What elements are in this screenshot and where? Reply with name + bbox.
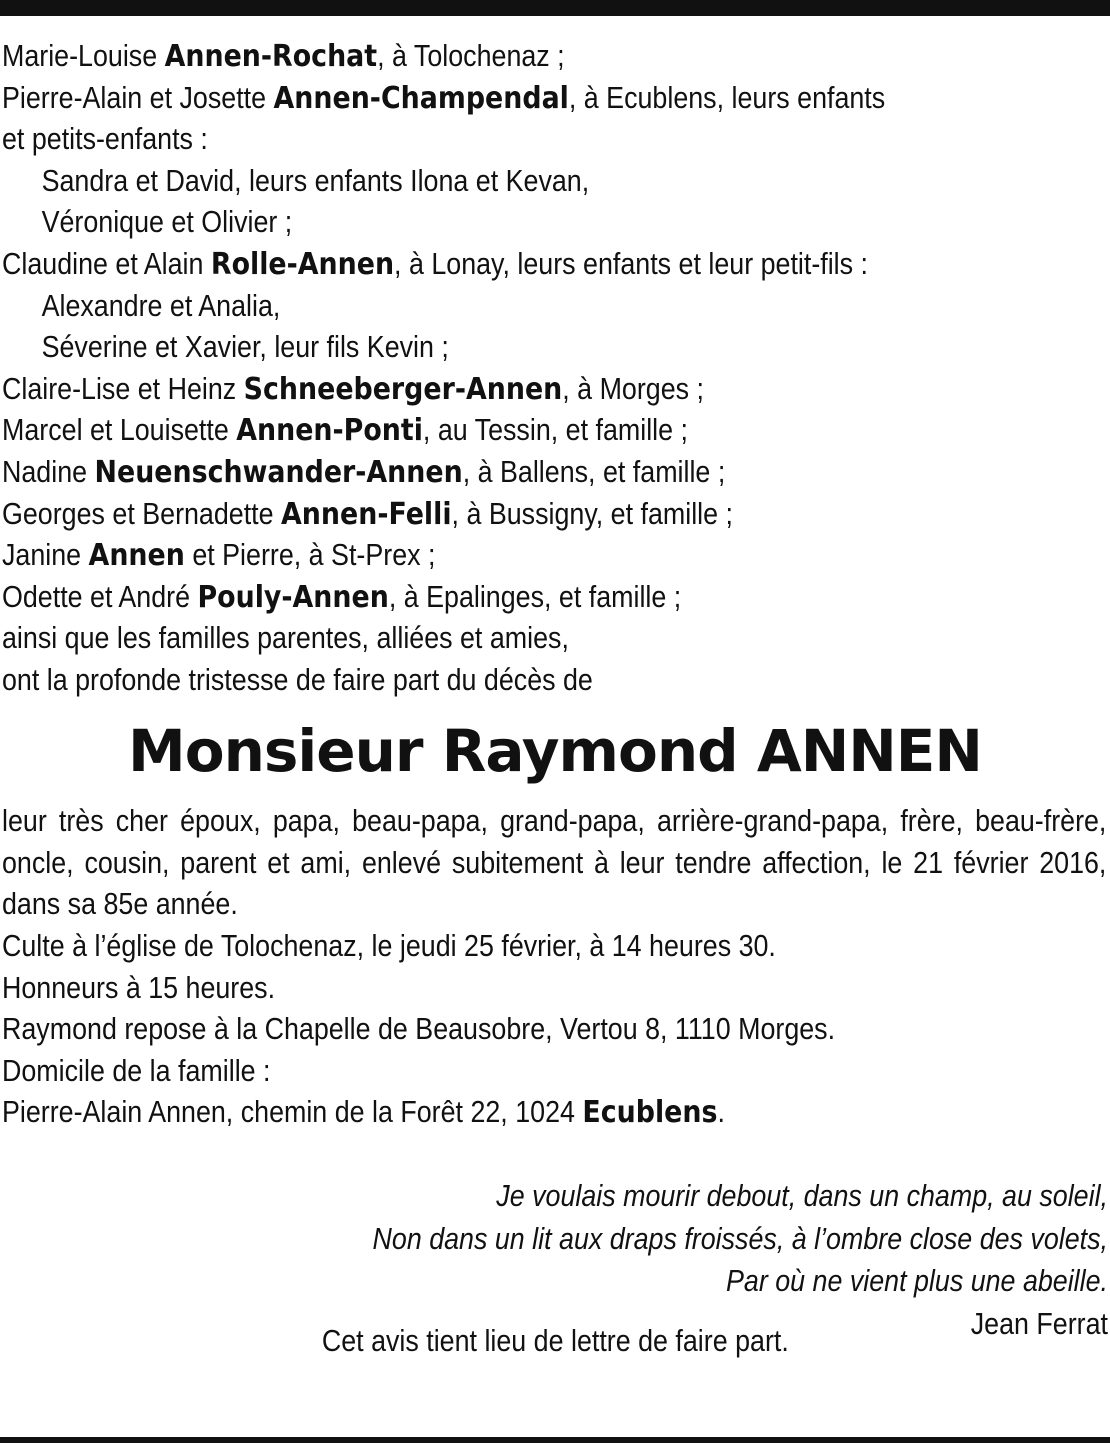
deceased-description: leur très cher époux, papa, beau-papa, grand-papa, arrière-grand-papa, frère, beau-frère, oncle, cousin, parent et ami, enlevé subitement à leur tendre affection, le 21 février 2016, dans sa 85e année. xyxy=(2,804,1107,922)
footer-notice xyxy=(0,1320,1110,1362)
family-line xyxy=(2,286,975,328)
family-line-text: Pierre-Alain et Josette xyxy=(2,80,274,115)
family-line-text: Marie-Louise xyxy=(2,39,165,73)
family-line-text: , à Ecublens, leurs enfants xyxy=(568,80,886,115)
footer-notice-text: Cet avis tient lieu de lettre de faire part. xyxy=(321,1324,789,1358)
family-line xyxy=(2,618,975,660)
family-surname: Annen xyxy=(88,538,185,574)
family-line xyxy=(2,244,975,286)
family-line-text: Odette et André xyxy=(2,579,198,614)
family-line xyxy=(2,494,975,536)
family-surname: Annen-Champendal xyxy=(273,80,569,116)
poem-verse: Je voulais mourir debout, dans un champ, au soleil, xyxy=(496,1179,1108,1213)
family-line-text: Sandra et David, leurs enfants Ilona et Kevan, xyxy=(41,163,590,198)
family-line-text: ont la profonde tristesse de faire part du décès de xyxy=(2,662,593,697)
family-line-text: , à Morges ; xyxy=(562,371,704,406)
resting-place-line: Raymond repose à la Chapelle de Beausobre, Vertou 8, 1110 Morges. xyxy=(2,1012,836,1047)
ceremony-line: Culte à l’église de Tolochenaz, le jeudi 25 février, à 14 heures 30. xyxy=(2,929,776,963)
family-line-text: Claudine et Alain xyxy=(2,246,211,281)
domicile-label: Domicile de la famille : xyxy=(2,1053,271,1088)
family-line xyxy=(2,161,975,203)
family-line-text: Georges et Bernadette xyxy=(2,496,282,531)
family-line-text: , à Epalinges, et famille ; xyxy=(388,579,682,614)
family-line xyxy=(2,452,975,494)
poem-author: Jean Ferrat xyxy=(970,1306,1108,1341)
family-line-text: Janine xyxy=(2,538,89,573)
family-line xyxy=(2,577,975,619)
bottom-border-rule xyxy=(0,1437,1110,1443)
family-address xyxy=(2,1092,1106,1134)
family-line-text: et Pierre, à St-Prex ; xyxy=(184,538,436,573)
family-line-text: et petits-enfants : xyxy=(2,122,208,157)
family-line xyxy=(2,327,975,369)
address-text: Pierre-Alain Annen, chemin de la Forêt 22, 1024 xyxy=(2,1095,583,1130)
family-line xyxy=(2,369,975,411)
family-list xyxy=(2,36,975,702)
poem-verse: Par où ne vient plus une abeille. xyxy=(726,1264,1108,1298)
family-surname: Pouly-Annen xyxy=(197,579,389,615)
family-line-text: , au Tessin, et famille ; xyxy=(422,413,688,448)
family-line xyxy=(2,119,975,161)
family-line-text: Séverine et Xavier, leur fils Kevin ; xyxy=(41,330,449,365)
family-surname: Schneeberger-Annen xyxy=(243,371,563,407)
family-surname: Annen-Rochat xyxy=(164,39,378,74)
family-line xyxy=(2,202,975,244)
family-line-text: , à Bussigny, et famille ; xyxy=(451,496,733,531)
family-line-text: Marcel et Louisette xyxy=(2,413,237,448)
family-line xyxy=(2,78,975,120)
poem-verse: Non dans un lit aux draps froissés, à l’ombre close des volets, xyxy=(372,1221,1109,1256)
address-town: Ecublens xyxy=(582,1095,718,1131)
family-line-text: Claire-Lise et Heinz xyxy=(2,371,244,406)
deceased-name-heading: Monsieur Raymond ANNEN xyxy=(128,717,982,785)
address-end: . xyxy=(717,1095,725,1130)
family-line-text: Nadine xyxy=(2,454,95,489)
family-line xyxy=(2,660,975,702)
family-line-text: Véronique et Olivier ; xyxy=(41,205,293,240)
family-surname: Annen-Felli xyxy=(281,496,452,532)
family-line xyxy=(2,36,975,78)
family-line-text: ainsi que les familles parentes, alliées et amies, xyxy=(2,621,569,656)
top-border-rule xyxy=(0,0,1110,16)
honors-line: Honneurs à 15 heures. xyxy=(2,970,276,1005)
family-line-text: , à Lonay, leurs enfants et leur petit-fils : xyxy=(394,246,868,281)
family-line-text: , à Tolochenaz ; xyxy=(377,39,565,73)
family-surname: Neuenschwander-Annen xyxy=(94,454,463,490)
family-line xyxy=(2,410,975,452)
ceremony-info xyxy=(2,926,1106,1134)
family-surname: Annen-Ponti xyxy=(236,413,423,449)
family-line xyxy=(2,535,975,577)
family-line-text: , à Ballens, et famille ; xyxy=(462,454,726,489)
family-line-text: Alexandre et Analia, xyxy=(41,288,281,323)
family-surname: Rolle-Annen xyxy=(210,246,395,282)
